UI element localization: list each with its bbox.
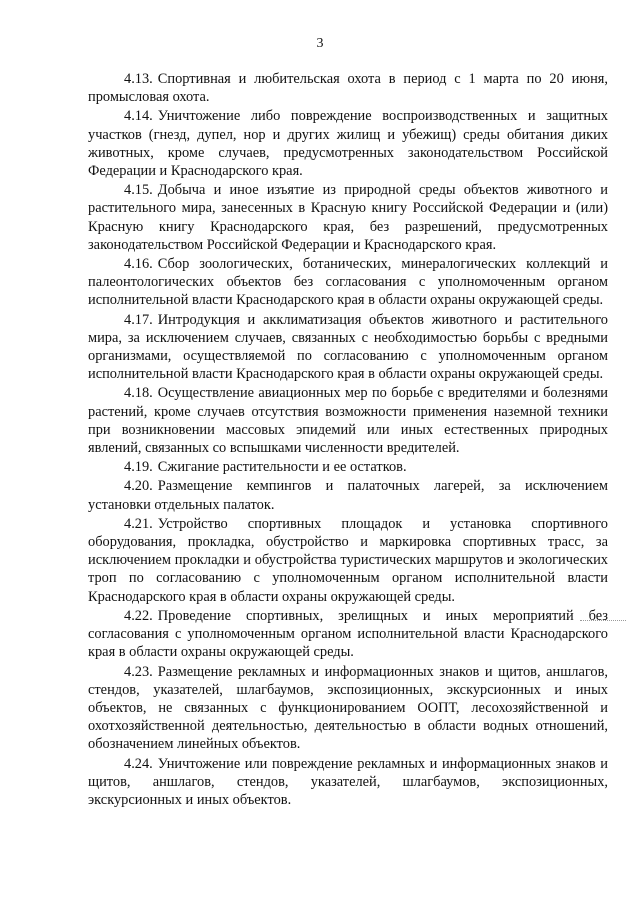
item-number: 4.17. <box>124 311 153 328</box>
item-number: 4.23. <box>124 663 153 680</box>
item-text: Сжигание растительности и ее остатков. <box>157 459 407 476</box>
list-item-4-18 <box>88 384 608 457</box>
list-item-4-16 <box>88 255 608 310</box>
item-number: 4.24. <box>124 755 153 772</box>
list-item-4-19 <box>88 458 608 476</box>
item-number: 4.22. <box>124 607 153 624</box>
list-item-4-13 <box>88 70 608 106</box>
page-number: 3 <box>316 36 324 51</box>
list-item-4-21 <box>88 515 608 606</box>
item-text: Сбор зоологических, ботанических, минералогических коллекций и палеонтологических объектов без согласования с уполномоченным органом исполнительной власти Краснодарского края в области охраны окружающей среды. <box>88 256 608 309</box>
item-text: Уничтожение либо повреждение воспроизводственных и защитных участков (гнезд, дупел, нор и других жилищ и убежищ) среды обитания диких животных, кроме случаев, предусмотренных законодательством Российской Федерации и Краснодарского края. <box>88 108 608 180</box>
item-number: 4.15. <box>124 182 153 199</box>
item-text: Размещение рекламных и информационных знаков и щитов, аншлагов, стендов, указателей, шлагбаумов, экспозиционных, экскурсионных и иных объектов, не связанных с функционированием ООПТ, лесохозяйственной и охотхозяйственной деятельностью, деятельностью в области водных отношений, обозначением линейных объектов. <box>88 663 608 753</box>
prohibitions-list <box>88 70 608 810</box>
item-text: Осуществление авиационных мер по борьбе с вредителями и болезнями растений, кроме случаев отсутствия возможности применения наземной техники при возникновении массовых эпидемий или иных естественных природных явлений, связанных со вспышками численности вредителей. <box>88 385 608 457</box>
item-number: 4.20. <box>124 478 153 495</box>
item-number: 4.14. <box>124 108 153 125</box>
list-item-4-14 <box>88 107 608 180</box>
scan-artifact <box>580 620 626 621</box>
item-number: 4.19. <box>124 459 153 476</box>
item-text: Добыча и иное изъятие из природной среды объектов животного и растительного мира, занесенных в Красную книгу Российской Федерации и (или) Красную книгу Краснодарского края, без разрешений, предусмотренных законодательством Российской Федерации и Краснодарского края. <box>88 182 608 253</box>
item-text: Проведение спортивных, зрелищных и иных мероприятий без согласования с уполномоченным органом исполнительной власти Краснодарского края в области охраны окружающей среды. <box>88 607 608 661</box>
list-item-4-17 <box>88 311 608 384</box>
list-item-4-24 <box>88 755 608 810</box>
item-number: 4.18. <box>124 385 153 402</box>
item-number: 4.16. <box>124 256 153 273</box>
item-number: 4.21. <box>124 515 153 532</box>
list-item-4-23 <box>88 663 608 754</box>
list-item-4-22 <box>88 607 608 662</box>
item-text: Размещение кемпингов и палаточных лагерей, за исключением установки отдельных палаток. <box>88 478 608 513</box>
item-number: 4.13. <box>124 71 153 87</box>
item-text: Устройство спортивных площадок и установка спортивного оборудования, прокладка, обустройство и маркировка спортивных трасс, за исключением прокладки и обустройства туристических маршрутов и экологических троп по согласованию с уполномоченным органом исполнительной власти Краснодарского края в области охраны окружающей среды. <box>88 515 608 605</box>
list-item-4-15 <box>88 181 608 254</box>
list-item-4-20 <box>88 477 608 513</box>
item-text: Спортивная и любительская охота в период с 1 марта по 20 июня, промысловая охота. <box>88 71 608 106</box>
item-text: Уничтожение или повреждение рекламных и информационных знаков и щитов, аншлагов, стендов, указателей, шлагбаумов, экспозиционных, экскурсионных и иных объектов. <box>88 755 608 808</box>
item-text: Интродукция и акклиматизация объектов животного и растительного мира, за исключением случаев, связанных с необходимостью борьбы с вредными организмами, осуществляемой по согласованию с уполномоченным органом исполнительной власти Краснодарского края в области охраны окружающей среды. <box>88 311 608 383</box>
